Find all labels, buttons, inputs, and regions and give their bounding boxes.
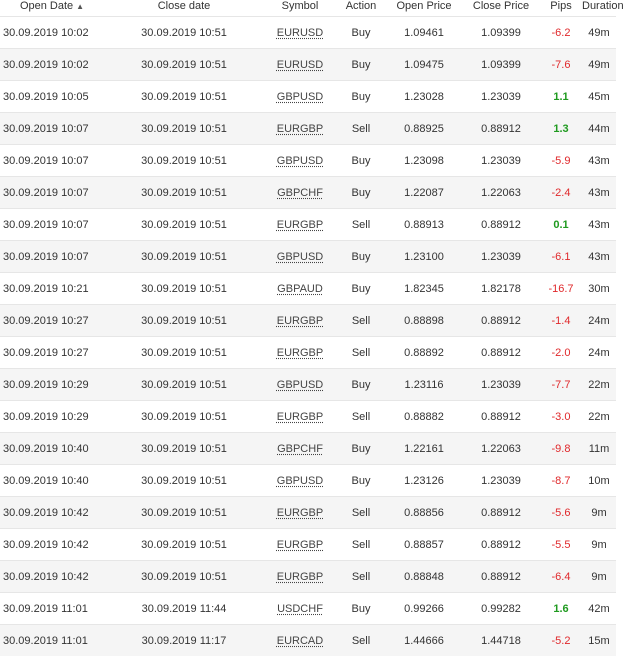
- table-row: [0, 241, 616, 273]
- open-price-cell: 0.88925: [386, 113, 462, 145]
- open-date-cell: 30.09.2019 10:40: [0, 433, 104, 465]
- table-row: [0, 625, 616, 656]
- duration-cell: 43m: [582, 209, 616, 241]
- close-price-cell: 1.44718: [462, 625, 540, 656]
- symbol-cell: [264, 497, 336, 529]
- symbol-link[interactable]: EURGBP: [277, 571, 323, 583]
- open-date-cell: 30.09.2019 11:01: [0, 593, 104, 625]
- duration-cell: 45m: [582, 81, 616, 113]
- open-price-cell: 1.23100: [386, 241, 462, 273]
- open-date-cell: 30.09.2019 10:29: [0, 401, 104, 433]
- action-cell: Buy: [336, 145, 386, 177]
- close-price-cell: 0.88912: [462, 529, 540, 561]
- close-date-cell: 30.09.2019 10:51: [104, 369, 264, 401]
- column-header-close-price[interactable]: Close Price: [462, 0, 540, 17]
- close-date-cell: 30.09.2019 10:51: [104, 81, 264, 113]
- duration-cell: 44m: [582, 113, 616, 145]
- symbol-link[interactable]: GBPUSD: [277, 91, 323, 103]
- symbol-cell: [264, 241, 336, 273]
- symbol-link[interactable]: GBPUSD: [277, 251, 323, 263]
- open-price-cell: 1.22161: [386, 433, 462, 465]
- symbol-cell: [264, 81, 336, 113]
- close-date-cell: 30.09.2019 11:17: [104, 625, 264, 656]
- close-price-cell: 1.22063: [462, 433, 540, 465]
- column-header-duration[interactable]: Duration: [582, 0, 616, 17]
- open-price-cell: 0.99266: [386, 593, 462, 625]
- close-price-cell: 1.22063: [462, 177, 540, 209]
- close-price-cell: 1.23039: [462, 145, 540, 177]
- symbol-cell: [264, 369, 336, 401]
- column-header-open-date[interactable]: [0, 0, 104, 17]
- action-cell: Buy: [336, 593, 386, 625]
- close-price-cell: 0.88912: [462, 113, 540, 145]
- column-header-open-price[interactable]: Open Price: [386, 0, 462, 17]
- pips-cell: 1.6: [540, 593, 582, 625]
- table-row: [0, 593, 616, 625]
- symbol-cell: [264, 593, 336, 625]
- open-date-cell: 30.09.2019 10:02: [0, 49, 104, 81]
- open-date-cell: 30.09.2019 11:01: [0, 625, 104, 656]
- pips-cell: -16.7: [540, 273, 582, 305]
- duration-cell: 22m: [582, 401, 616, 433]
- duration-cell: 11m: [582, 433, 616, 465]
- action-cell: Buy: [336, 465, 386, 497]
- symbol-link[interactable]: USDCHF: [277, 603, 323, 615]
- close-date-cell: 30.09.2019 10:51: [104, 273, 264, 305]
- symbol-link[interactable]: EURGBP: [277, 347, 323, 359]
- close-date-cell: 30.09.2019 10:51: [104, 561, 264, 593]
- pips-cell: -6.2: [540, 17, 582, 49]
- action-cell: Buy: [336, 241, 386, 273]
- symbol-cell: [264, 625, 336, 656]
- action-cell: Sell: [336, 337, 386, 369]
- symbol-cell: [264, 177, 336, 209]
- duration-cell: 10m: [582, 465, 616, 497]
- pips-cell: -6.4: [540, 561, 582, 593]
- pips-cell: -6.1: [540, 241, 582, 273]
- pips-cell: -3.0: [540, 401, 582, 433]
- open-date-cell: 30.09.2019 10:07: [0, 145, 104, 177]
- table-row: [0, 305, 616, 337]
- pips-cell: -1.4: [540, 305, 582, 337]
- symbol-cell: [264, 401, 336, 433]
- action-cell: Sell: [336, 625, 386, 656]
- column-header-label: Open Date: [20, 0, 73, 12]
- close-price-cell: 1.23039: [462, 81, 540, 113]
- action-cell: Buy: [336, 433, 386, 465]
- table-row: [0, 369, 616, 401]
- duration-cell: 22m: [582, 369, 616, 401]
- open-date-cell: 30.09.2019 10:40: [0, 465, 104, 497]
- close-price-cell: 0.88912: [462, 561, 540, 593]
- close-date-cell: 30.09.2019 10:51: [104, 209, 264, 241]
- open-date-cell: 30.09.2019 10:07: [0, 113, 104, 145]
- symbol-link[interactable]: GBPCHF: [277, 187, 323, 199]
- open-price-cell: 0.88882: [386, 401, 462, 433]
- symbol-cell: [264, 529, 336, 561]
- table-row: [0, 145, 616, 177]
- table-header-row: [0, 0, 616, 17]
- duration-cell: 9m: [582, 529, 616, 561]
- symbol-link[interactable]: EURCAD: [277, 635, 323, 647]
- close-price-cell: 0.88912: [462, 305, 540, 337]
- open-price-cell: 0.88848: [386, 561, 462, 593]
- close-price-cell: 0.88912: [462, 401, 540, 433]
- symbol-link[interactable]: EURGBP: [277, 507, 323, 519]
- symbol-link[interactable]: GBPCHF: [277, 443, 323, 455]
- symbol-link[interactable]: GBPAUD: [277, 283, 323, 295]
- open-price-cell: 1.22087: [386, 177, 462, 209]
- close-date-cell: 30.09.2019 10:51: [104, 17, 264, 49]
- open-date-cell: 30.09.2019 10:42: [0, 529, 104, 561]
- close-price-cell: 1.23039: [462, 241, 540, 273]
- duration-cell: 24m: [582, 305, 616, 337]
- duration-cell: 15m: [582, 625, 616, 656]
- close-date-cell: 30.09.2019 10:51: [104, 465, 264, 497]
- symbol-link[interactable]: EURUSD: [277, 27, 323, 39]
- action-cell: Buy: [336, 81, 386, 113]
- open-price-cell: 1.23116: [386, 369, 462, 401]
- open-date-cell: 30.09.2019 10:29: [0, 369, 104, 401]
- table-row: [0, 465, 616, 497]
- trades-table-body: [0, 17, 616, 656]
- duration-cell: 49m: [582, 49, 616, 81]
- open-date-cell: 30.09.2019 10:07: [0, 177, 104, 209]
- close-price-cell: 1.09399: [462, 49, 540, 81]
- action-cell: Buy: [336, 49, 386, 81]
- pips-cell: 0.1: [540, 209, 582, 241]
- action-cell: Sell: [336, 561, 386, 593]
- table-row: [0, 177, 616, 209]
- duration-cell: 43m: [582, 145, 616, 177]
- open-price-cell: 1.23028: [386, 81, 462, 113]
- symbol-link[interactable]: GBPUSD: [277, 155, 323, 167]
- symbol-cell: [264, 17, 336, 49]
- action-cell: Sell: [336, 305, 386, 337]
- column-header-action[interactable]: Action: [336, 0, 386, 17]
- close-price-cell: 0.88912: [462, 209, 540, 241]
- close-price-cell: 1.23039: [462, 369, 540, 401]
- symbol-link[interactable]: EURGBP: [277, 219, 323, 231]
- symbol-link[interactable]: EURGBP: [277, 411, 323, 423]
- table-row: [0, 273, 616, 305]
- pips-cell: -7.7: [540, 369, 582, 401]
- close-date-cell: 30.09.2019 10:51: [104, 497, 264, 529]
- close-date-cell: 30.09.2019 10:51: [104, 113, 264, 145]
- open-date-cell: 30.09.2019 10:27: [0, 337, 104, 369]
- pips-cell: 1.1: [540, 81, 582, 113]
- action-cell: Buy: [336, 369, 386, 401]
- symbol-cell: [264, 273, 336, 305]
- open-price-cell: 1.23098: [386, 145, 462, 177]
- table-row: [0, 17, 616, 49]
- pips-cell: -5.2: [540, 625, 582, 656]
- close-date-cell: 30.09.2019 11:44: [104, 593, 264, 625]
- open-price-cell: 1.09461: [386, 17, 462, 49]
- table-row: [0, 529, 616, 561]
- table-row: [0, 561, 616, 593]
- column-header-close-date[interactable]: Close date: [104, 0, 264, 17]
- duration-cell: 9m: [582, 561, 616, 593]
- symbol-cell: [264, 561, 336, 593]
- open-price-cell: 1.09475: [386, 49, 462, 81]
- symbol-cell: [264, 49, 336, 81]
- open-date-cell: 30.09.2019 10:42: [0, 561, 104, 593]
- open-date-cell: 30.09.2019 10:02: [0, 17, 104, 49]
- table-row: [0, 81, 616, 113]
- duration-cell: 9m: [582, 497, 616, 529]
- open-price-cell: 1.82345: [386, 273, 462, 305]
- symbol-link[interactable]: EURGBP: [277, 315, 323, 327]
- close-price-cell: 1.23039: [462, 465, 540, 497]
- column-header-pips[interactable]: Pips: [540, 0, 582, 17]
- table-row: [0, 497, 616, 529]
- table-row: [0, 401, 616, 433]
- pips-cell: -9.8: [540, 433, 582, 465]
- symbol-cell: [264, 305, 336, 337]
- duration-cell: 49m: [582, 17, 616, 49]
- symbol-link[interactable]: GBPUSD: [277, 379, 323, 391]
- close-date-cell: 30.09.2019 10:51: [104, 305, 264, 337]
- open-date-cell: 30.09.2019 10:27: [0, 305, 104, 337]
- action-cell: Buy: [336, 273, 386, 305]
- pips-cell: -5.6: [540, 497, 582, 529]
- symbol-link[interactable]: EURGBP: [277, 123, 323, 135]
- table-row: [0, 433, 616, 465]
- open-price-cell: 1.23126: [386, 465, 462, 497]
- table-row: [0, 49, 616, 81]
- open-price-cell: 1.44666: [386, 625, 462, 656]
- symbol-link[interactable]: GBPUSD: [277, 475, 323, 487]
- close-date-cell: 30.09.2019 10:51: [104, 401, 264, 433]
- table-row: [0, 337, 616, 369]
- close-price-cell: 0.88912: [462, 497, 540, 529]
- open-price-cell: 0.88892: [386, 337, 462, 369]
- table-row: [0, 209, 616, 241]
- close-date-cell: 30.09.2019 10:51: [104, 529, 264, 561]
- table-row: [0, 113, 616, 145]
- open-date-cell: 30.09.2019 10:21: [0, 273, 104, 305]
- pips-cell: -2.4: [540, 177, 582, 209]
- symbol-cell: [264, 209, 336, 241]
- symbol-cell: [264, 337, 336, 369]
- symbol-link[interactable]: EURGBP: [277, 539, 323, 551]
- action-cell: Sell: [336, 209, 386, 241]
- close-date-cell: 30.09.2019 10:51: [104, 49, 264, 81]
- column-header-symbol[interactable]: Symbol: [264, 0, 336, 17]
- symbol-cell: [264, 433, 336, 465]
- close-price-cell: 0.99282: [462, 593, 540, 625]
- action-cell: Buy: [336, 17, 386, 49]
- close-price-cell: 1.82178: [462, 273, 540, 305]
- pips-cell: -5.5: [540, 529, 582, 561]
- sort-up-icon: ▲: [76, 2, 84, 11]
- close-date-cell: 30.09.2019 10:51: [104, 177, 264, 209]
- action-cell: Sell: [336, 113, 386, 145]
- action-cell: Sell: [336, 401, 386, 433]
- duration-cell: 43m: [582, 241, 616, 273]
- duration-cell: 24m: [582, 337, 616, 369]
- duration-cell: 43m: [582, 177, 616, 209]
- open-date-cell: 30.09.2019 10:07: [0, 209, 104, 241]
- close-date-cell: 30.09.2019 10:51: [104, 241, 264, 273]
- close-date-cell: 30.09.2019 10:51: [104, 433, 264, 465]
- open-price-cell: 0.88913: [386, 209, 462, 241]
- open-date-cell: 30.09.2019 10:07: [0, 241, 104, 273]
- symbol-link[interactable]: EURUSD: [277, 59, 323, 71]
- pips-cell: -7.6: [540, 49, 582, 81]
- action-cell: Sell: [336, 529, 386, 561]
- pips-cell: -5.9: [540, 145, 582, 177]
- pips-cell: -2.0: [540, 337, 582, 369]
- pips-cell: -8.7: [540, 465, 582, 497]
- duration-cell: 30m: [582, 273, 616, 305]
- action-cell: Buy: [336, 177, 386, 209]
- open-price-cell: 0.88898: [386, 305, 462, 337]
- action-cell: Sell: [336, 497, 386, 529]
- pips-cell: 1.3: [540, 113, 582, 145]
- open-date-cell: 30.09.2019 10:42: [0, 497, 104, 529]
- duration-cell: 42m: [582, 593, 616, 625]
- symbol-cell: [264, 145, 336, 177]
- symbol-cell: [264, 113, 336, 145]
- symbol-cell: [264, 465, 336, 497]
- open-price-cell: 0.88857: [386, 529, 462, 561]
- close-date-cell: 30.09.2019 10:51: [104, 337, 264, 369]
- close-date-cell: 30.09.2019 10:51: [104, 145, 264, 177]
- close-price-cell: 1.09399: [462, 17, 540, 49]
- close-price-cell: 0.88912: [462, 337, 540, 369]
- open-price-cell: 0.88856: [386, 497, 462, 529]
- open-date-cell: 30.09.2019 10:05: [0, 81, 104, 113]
